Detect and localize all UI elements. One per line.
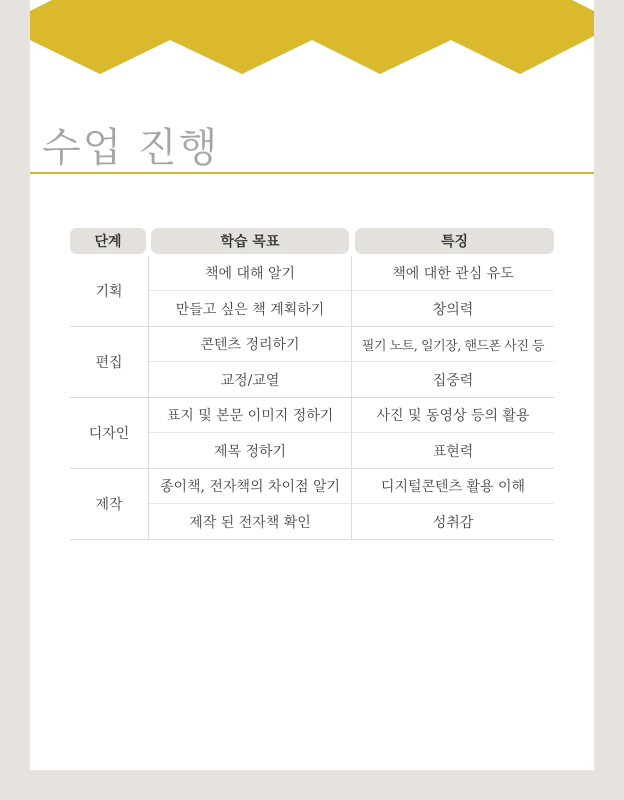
table-row: [149, 291, 554, 326]
title-underline: [30, 172, 594, 174]
table-row: [149, 362, 554, 397]
table-header-row: [70, 228, 554, 254]
table-row: [149, 433, 554, 468]
table-body: [70, 256, 554, 540]
table-row: [149, 504, 554, 539]
page-title: 수업 진행: [42, 125, 220, 171]
feature-cell: 창의력: [432, 301, 474, 318]
table-row: [149, 256, 554, 291]
feature-cell: 성취감: [432, 514, 474, 531]
stage-cell: 디자인: [70, 398, 149, 468]
goal-cell: 종이책, 전자책의 차이점 알기: [149, 469, 352, 503]
table-group-production: [70, 469, 554, 540]
feature-cell: 표현력: [432, 443, 474, 460]
header-learning-goal: 학습 목표: [151, 228, 349, 254]
goal-cell: 만들고 싶은 책 계획하기: [149, 291, 352, 326]
feature-cell: 집중력: [432, 372, 474, 389]
table-group-editing: [70, 327, 554, 398]
goal-cell: 표지 및 본문 이미지 정하기: [149, 398, 352, 432]
stage-cell: 제작: [70, 469, 149, 539]
goal-cell: 콘텐츠 정리하기: [149, 327, 352, 361]
stage-cell: 기획: [70, 256, 149, 326]
feature-cell: 사진 및 동영상 등의 활용: [376, 408, 530, 424]
triangle-banner: [30, 0, 594, 80]
goal-cell: 제작 된 전자책 확인: [149, 504, 352, 539]
header-feature: 특징: [355, 228, 554, 254]
progress-table: [70, 228, 554, 540]
goal-cell: 제목 정하기: [149, 433, 352, 468]
table-row: [149, 469, 554, 504]
table-group-planning: [70, 256, 554, 327]
table-group-design: [70, 398, 554, 469]
stage-cell: 편집: [70, 327, 149, 397]
table-row: [149, 398, 554, 433]
feature-cell: 책에 대한 관심 유도: [392, 266, 514, 282]
goal-cell: 책에 대해 알기: [149, 256, 352, 290]
table-row: [149, 327, 554, 362]
goal-cell: 교정/교열: [149, 362, 352, 397]
header-stage: 단계: [70, 228, 146, 254]
page-card: [30, 0, 594, 770]
feature-cell: 필기 노트, 일기장, 핸드폰 사진 등: [361, 338, 545, 354]
feature-cell: 디지털콘텐츠 활용 이해: [380, 479, 526, 495]
